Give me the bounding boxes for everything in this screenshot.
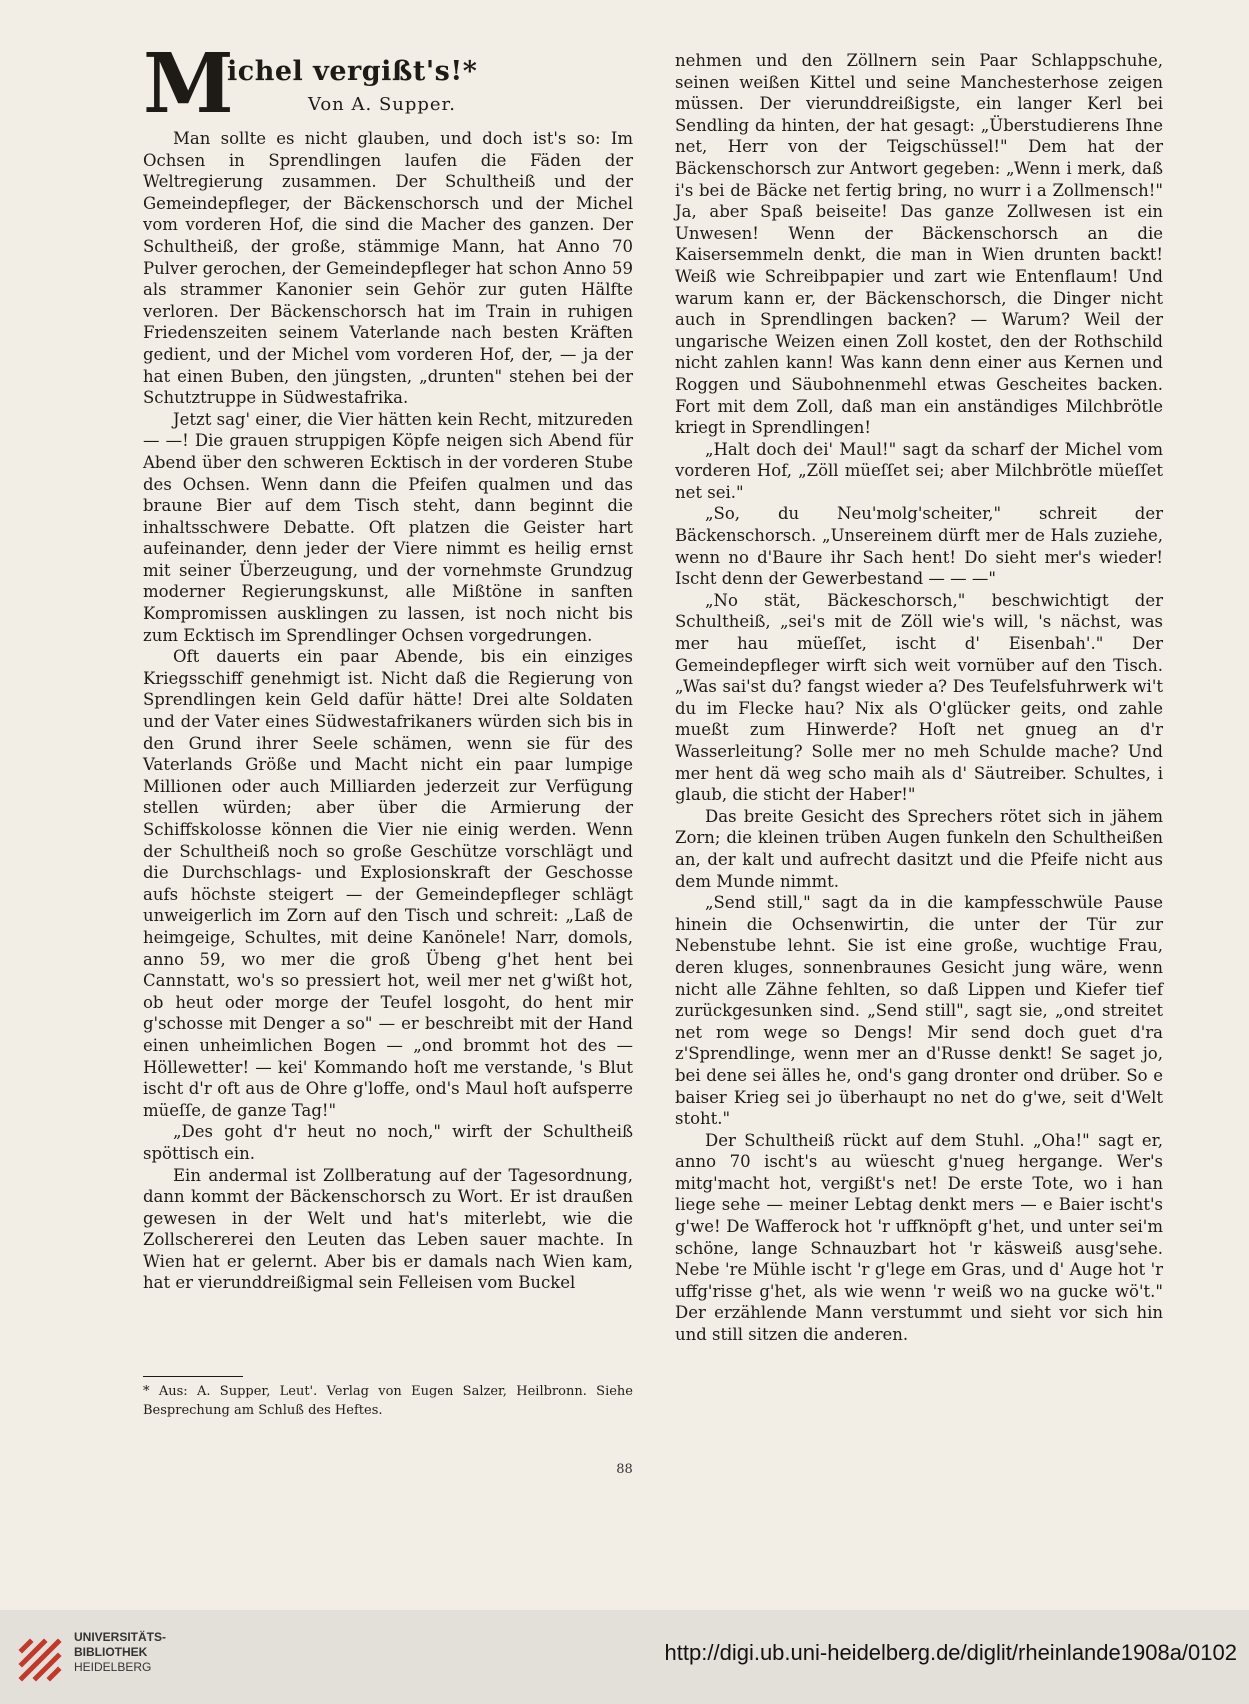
paragraph: Das breite Gesicht des Sprechers rötet sich in jähem Zorn; die kleinen trüben Augen funkeln den Schultheißen an, der kalt und aufrecht dasitzt und die Pfeife nicht aus dem Munde nimmt. <box>675 806 1163 891</box>
paragraph: „Send still," sagt da in die kampfesschwüle Pause hinein die Ochsenwirtin, die unter der Tür zur Nebenstube lehnt. Sie ist eine große, wuchtige Frau, deren kluges, sonnenbraunes Gesicht jung wäre, wenn nicht alle Zähne fehlten, so daß Lippen und Kiefer tief zurückgesunken sind. „Send still", sagt sie, „ond streitet net rom wege so Dengs! Mir send doch guet d'ra z'Sprendlinge, wenn mer an d'Russe denkt! Se saget jo, bei dene sei älles he, ond's gang dronter ond drüber. So e baiser Krieg sei jo überhaupt no net do g'we, seit d'Welt stoht." <box>675 893 1163 1129</box>
paragraph: nehmen und den Zöllnern sein Paar Schlappschuhe, seinen weißen Kittel und seine Manchesterhose zeigen müssen. Der vierunddreißigste, ein langer Kerl bei Sendling da hinten, der hat gesagt: „Überstudierens Ihne net, Herr von der Teigschüssel!" Dem hat der Bäckenschorsch zur Antwort gegeben: „Wenn i merk, daß i's bei de Bäcke net fertig bring, no wurr i a Zollmensch!" Ja, aber Spaß beiseite! Das ganze Zollwesen ist ein Unwesen! Wenn der Bäckenschorsch an die Kaisersemmeln denkt, die man in Wien drunten backt! Weiß wie Schreibpapier und zart wie Entenflaum! Und warum kann er, der Bäckenschorsch, die Dinger nicht auch in Sprendlingen backen? — Warum? Weil der ungarische Weizen einen Zoll kostet, den der Rothschild nicht zahlen kann! Was kann denn einer aus Kernen und Roggen und Säubohnenmehl etwas Gescheites backen. Fort mit dem Zoll, daß man ein anständiges Milchbrötle kriegt in Sprendlingen! <box>675 51 1163 438</box>
paragraph: Jetzt sag' einer, die Vier hätten kein Recht, mitzureden — —! Die grauen struppigen Köpfe neigen sich Abend für Abend über den schweren Ecktisch in der vorderen Stube des Ochsen. Wenn dann die Pfeifen qualmen und das braune Bier auf dem Tisch steht, dann beginnt die inhaltsschwere Debatte. Oft platzen die Geister hart aufeinander, denn jeder der Viere nimmt es heilig ernst mit seiner Überzeugung, und der vornehmste Grundzug moderner Regierungskunst, alle Mißtöne in sanften Kompromissen ausklingen zu lassen, ist noch nicht bis zum Ecktisch im Sprendlinger Ochsen vorgedrungen. <box>143 409 633 645</box>
paragraph: Man sollte es nicht glauben, und doch ist's so: Im Ochsen in Sprendlingen laufen die Fäden der Weltregierung zusammen. Der Schultheiß und der Gemeindepfleger, der Bäckenschorsch und der Michel vom vorderen Hof, die sind die Macher des ganzen. Der Schultheiß, der große, stämmige Mann, hat Anno 70 Pulver gerochen, der Gemeindepfleger hat schon Anno 59 als strammer Kanonier sein Gehör zur guten Hälfte verloren. Der Bäckenschorsch hat im Train in ruhigen Friedenszeiten seinem Vaterlande nach besten Kräften gedient, und der Michel vom vorderen Hof, der, — ja der hat einen Buben, den jüngsten, „drunten" stehen bei der Schutztruppe in Südwestafrika. <box>143 129 633 408</box>
right-column <box>675 50 1163 1346</box>
title-dropcap: M <box>143 36 234 132</box>
paragraph: „No stät, Bäckeschorsch," beschwichtigt der Schultheiß, „sei's mit de Zöll wie's will, 's nächst, was mer hau müeſſet, ischt d' Eisenbah'." Der Gemeindepfleger wirft sich weit vornüber auf den Tisch. „Was sai'st du? fangst wieder a? Des Teufelsfuhrwerk wi't du im Flecke hau? Nix als O'glücker geits, ond zahle mueßt zum Hinwerde? Hoſt net gnueg an d'r Wasserleitung? Solle mer no meh Schulde mache? Und mer hent dä weg scho maih als d' Säutreiber. Schultes, i glaub, die sticht der Haber!" <box>675 590 1163 805</box>
permalink-url[interactable]: http://digi.ub.uni-heidelberg.de/diglit/rheinlande1908a/0102 <box>664 1640 1237 1665</box>
paragraph: „Des goht d'r heut no noch," wirft der Schultheiß spöttisch ein. <box>143 1122 633 1163</box>
university-library-logo-icon <box>14 1626 66 1686</box>
article-header <box>143 36 633 132</box>
footnote: * Aus: A. Supper, Leut'. Verlag von Eugen Salzer, Heilbronn. Siehe Besprechung am Schluß des Heftes. <box>143 1384 633 1418</box>
article-author: Von A. Supper. <box>308 94 456 115</box>
paragraph: Oft dauerts ein paar Abende, bis ein einziges Kriegsschiff genehmigt ist. Nicht daß die Regierung von Sprendlingen kein Geld dafür hätte! Drei alte Soldaten und der Vater eines Südwestafrikaners würden sich bis in den Grund ihrer Seele schämen, wenn sie für des Vaterlands Größe und Macht nicht ein paar lumpige Millionen oder auch Milliarden jederzeit zur Verfügung stellen würden; aber über die Armierung der Schiffskolosse können die Vier nie einig werden. Wenn der Schultheiß noch so große Geschütze vorschlägt und die Durchschlags- und Explosionskraft der Geschosse aufs höchste steigert — der Gemeindepfleger schlägt unweigerlich im Zorn auf den Tisch und schreit: „Laß de heimgeige, Schultes, mit deine Kanönele! Narr, domols, anno 59, wo mer die groß Übeng g'het hent bei Cannstatt, wo's so pressiert hot, weil mer net g'wißt hot, ob heut oder morge der Teufel losgoht, do hent mir g'schosse mit Denger a so" — er beschreibt mit der Hand einen unheimlichen Bogen — „ond brommt hot des — Höllewetter! — kei' Kommando hoſt me verstande, 's Blut ischt d'r oft aus de Ohre g'loffe, ond's Maul hoſt aufsperre müeſſe, de ganze Tag!" <box>143 647 633 1120</box>
paragraph: „So, du Neu'molg'scheiter," schreit der Bäckenschorsch. „Unsereinem dürft mer de Hals zuziehe, wenn no d'Baure ihr Sach hent! Do sieht mer's wieder! Ischt denn der Gewerbestand — — —" <box>675 504 1163 589</box>
paragraph: Der Schultheiß rückt auf dem Stuhl. „Oha!" sagt er, anno 70 ischt's au wüescht g'nueg hergange. Wer's mitg'macht hot, vergißt's net! De erste Tote, wo i han liege sehe — meiner Lebtag denkt mers — e Baier ischt's g'we! De Wafferock hot 'r uffknöpft g'het, und unter sei'm schöne, lange Schnauzbart hot 'r käsweiß ausg'sehe. Nebe 're Mühle ischt 'r g'lege em Gras, und d' Auge hot 'r uffg'risse g'het, als wie wenn 'r weiß wo na gucke wö't." Der erzählende Mann verstummt und sieht vor sich hin und still sitzen die anderen. <box>675 1130 1163 1345</box>
page-number: 88 <box>616 1462 633 1477</box>
library-line: BIBLIOTHEK <box>74 1645 148 1659</box>
paragraph: „Halt doch dei' Maul!" sagt da scharf der Michel vom vorderen Hof, „Zöll müeſſet sei; aber Milchbrötle müeſſet net sei." <box>675 439 1163 502</box>
library-line: HEIDELBERG <box>74 1660 152 1674</box>
left-column <box>143 128 633 1294</box>
article-title: ichel vergißt's!* <box>227 56 478 87</box>
footnote-rule <box>143 1376 243 1377</box>
viewer-footer <box>0 1610 1249 1704</box>
paragraph: Ein andermal ist Zollberatung auf der Tagesordnung, dann kommt der Bäckenschorsch zu Wort. Er ist draußen gewesen in der Welt und hat's miterlebt, wie die Zollschererei den Leuten das Leben sauer machte. In Wien hat er gelernt. Aber bis er damals nach Wien kam, hat er vierunddreißigmal sein Felleisen vom Buckel <box>143 1165 633 1293</box>
library-line: UNIVERSITÄTS- <box>74 1630 167 1644</box>
library-name <box>74 1630 166 1675</box>
